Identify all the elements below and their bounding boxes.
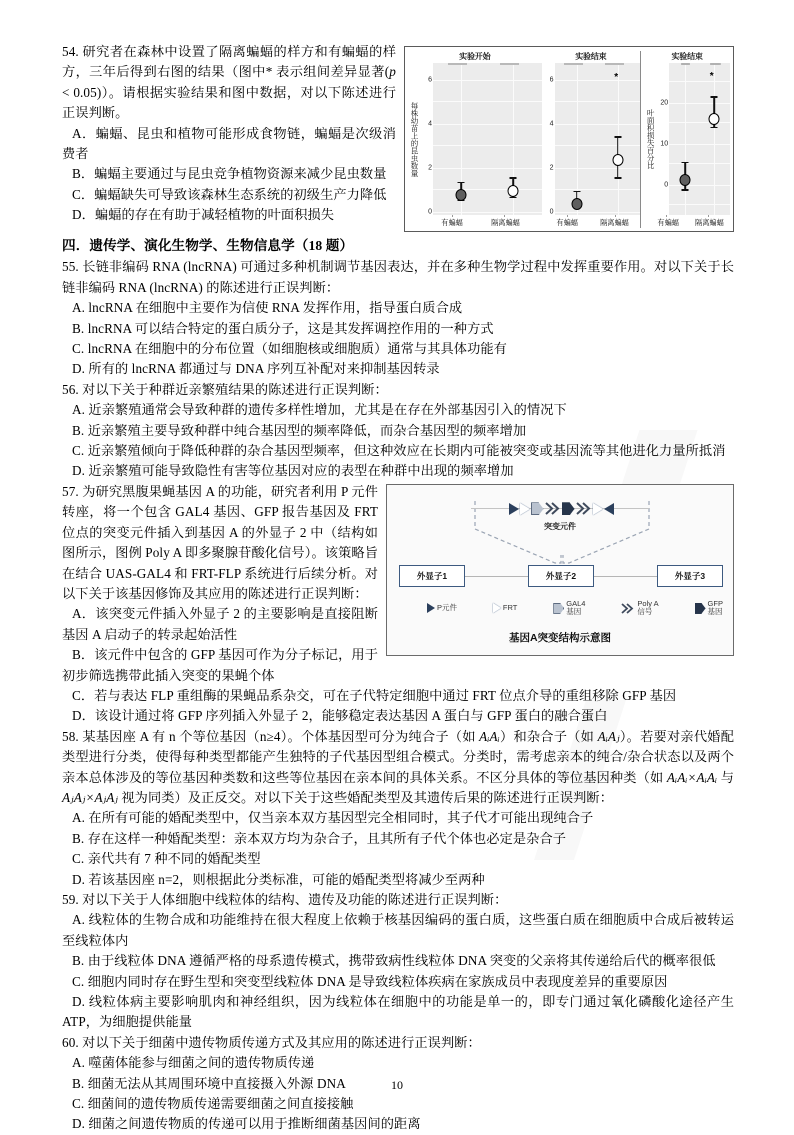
frt-site-icon [593,503,603,515]
chart-panel-2 [542,51,641,228]
panel-2-title: 实验结束 [575,52,607,61]
poly-a-signal-icon [576,502,592,515]
significance-star: * [709,70,714,82]
question-58-option-d: D. 若该基因座 n=2，则根据此分类标准，可能的婚配类型将减少至两种 [72,871,485,887]
q54-p-italic: p [389,64,396,80]
ytick: 4 [549,120,554,128]
legend-label: GAL4 [566,598,586,608]
ytick: 6 [549,76,554,84]
legend-sublabel: 基因 [707,607,723,617]
diagram-title: 基因A突变结构示意图 [508,631,612,644]
q58-genotype-2: AᵢAⱼ [597,728,620,744]
xtick-label: 有蝙蝠 [657,218,679,227]
mutation-element-label: 突变元件 [544,521,576,531]
mean-marker [679,174,690,186]
question-55-stem: 55. 长链非编码 RNA (lncRNA) 可通过多种机制调节基因表达，并在多种生物学过程中发挥重要作用。对以下关于长链非编码 RNA (lncRNA) 的陈述进行正误判断： [62,259,734,295]
legend-label-block [708,600,723,617]
q58-part-c: ）。若要对亲代婚配类型进行分类，使得每种类型都能产生独特的子代基因型组合模式。分类时，需考虑亲本的纯合/杂合状态以及两个亲本总体涉及的等位基因种类数和这些等位基因在亲本间的具体关系。不区分具体的等位基因种类（如 [62,728,734,785]
legend-item-p-element [427,603,457,613]
panel-2-yticks [542,63,555,215]
q54-paren-open: ( [384,64,390,80]
q58-part-b: ）和杂合子（如 [499,728,598,744]
question-54 [62,42,734,234]
gfp-gene-icon [562,502,575,515]
xtick-label: 隔离蝙蝠 [695,218,724,227]
q58-genotype-1: AᵢAᵢ [479,728,500,744]
poly-a-signal-icon [545,502,561,515]
question-54-option-a: A．蝙蝠、昆虫和植物可能形成食物链，蝙蝠是次级消费者 [62,125,396,162]
legend-item-frt [493,603,517,613]
q58-part-e: 视为同类）及正反交。对以下关于这些婚配类型及其遗传后果的陈述进行正误判断： [117,789,613,805]
question-55-option-b: B. lncRNA 可以结合特定的蛋白质分子，这是其发挥调控作用的一种方式 [72,320,494,336]
question-58-option-b: B. 存在这样一种婚配类型：亲本双方均为杂合子，且其所有子代个体也必定是杂合子 [72,830,567,846]
question-60-option-a: A. 噬菌体能参与细菌之间的遗传物质传递 [72,1055,315,1071]
question-55-option-d: D. 所有的 lncRNA 都通过与 DNA 序列互补配对来抑制基因转录 [72,361,440,377]
section-heading: 四．遗传学、演化生物学、生物信息学（18 题） [62,238,354,253]
p-element-icon [604,503,614,515]
question-57-option-a: A．该突变元件插入外显子 2 的主要影响是直接阻断基因 A 启动子的转录起始活性 [62,606,378,642]
question-59-option-a: A. 线粒体的生物合成和功能维持在很大程度上依赖于核基因编码的蛋白质，这些蛋白质在细胞质中合成后被转运至线粒体内 [62,912,734,948]
panel-1-ylabel: 每株幼苗上的昆虫数量 [410,101,419,177]
q58-part-d: 与 [717,769,734,785]
panel-3-xaxis [644,215,730,228]
panel-3-ylabel: 叶面积损失百分比 [646,109,656,169]
ytick: 0 [664,181,669,189]
xtick-label: 隔离蝙蝠 [600,218,629,227]
mean-marker [709,113,720,125]
legend-label: GFP [707,598,723,608]
legend-item-gal4 [553,600,585,617]
ytick: 0 [428,208,432,216]
panel-3-plot [669,63,730,215]
panel-1-title: 实验开始 [459,52,491,61]
gal4-gene-icon [531,502,544,515]
diagram-container [386,484,734,656]
gal4-gene-icon [553,603,564,614]
ytick: 10 [660,140,669,148]
panel-1-plot [433,63,542,215]
chart-container [404,46,734,232]
group-with-bats [437,63,485,215]
question-59 [62,890,734,1033]
question-54-option-c: C．蝙蝠缺失可导致该森林生态系统的初级生产力降低 [72,186,387,202]
panel-3-title: 实验结束 [671,52,703,61]
question-54-option-d: D．蝙蝠的存在有助于减轻植物的叶面积损失 [72,207,335,223]
legend-label: Poly A [637,598,659,608]
question-56-option-c: C. 近亲繁殖倾向于降低种群的杂合基因型频率，但这种效应在长期内可能被突变或基因流等其他进化力量所抵消 [72,443,726,459]
question-59-option-c: C. 细胞内同时存在野生型和突变型线粒体 DNA 是导致线粒体疾病在家族成员中表现度差异的重要原因 [72,973,668,989]
question-56-option-d: D. 近亲繁殖可能导致隐性有害等位基因对应的表型在种群中出现的频率增加 [72,463,514,479]
group-bats-excluded [701,63,728,215]
legend-label-block [637,600,658,617]
mean-marker [456,189,467,201]
question-55-option-c: C. lncRNA 在细胞中的分布位置（如细胞核或细胞质）通常与其具体功能有 [72,341,507,357]
p-element-icon [427,603,435,613]
legend-item-gfp [695,600,723,617]
xtick-label: 有蝙蝠 [441,218,463,227]
legend-sublabel: 信号 [637,607,653,617]
panel-2-plot [555,63,641,215]
group-with-bats [558,63,596,215]
page-content [62,42,734,1135]
group-with-bats [672,63,699,215]
question-56-option-b: B. 近亲繁殖主要导致种群中纯合基因型的频率降低，而杂合基因型的频率增加 [72,422,527,438]
question-59-option-d: D. 线粒体病主要影响肌肉和神经组织，因为线粒体在细胞中的功能是单一的，即专门通过氧化磷酸化途径产生 ATP，为细胞提供能量 [62,994,734,1030]
legend-label: FRT [502,603,518,613]
question-58-option-a: A. 在所有可能的婚配类型中，仅当亲本双方基因型完全相同时，其子代才可能出现纯合子 [72,810,594,826]
question-60-option-d: D. 细菌之间遗传物质的传递可以用于推断细菌基因间的距离 [72,1116,421,1132]
ytick: 2 [428,164,432,172]
p-element-icon [509,503,519,515]
question-57-option-d: D．该设计通过将 GFP 序列插入外显子 2，能够稳定表达基因 A 蛋白与 GFP 蛋白的融合蛋白 [72,708,608,724]
question-55 [62,257,734,379]
legend-label-block [566,600,585,617]
question-56 [62,380,734,482]
mean-marker [612,154,623,166]
gfp-gene-icon [695,603,706,614]
mutation-element-sequence [475,499,647,519]
question-60-stem: 60. 对以下关于细菌中遗传物质传递方式及其应用的陈述进行正误判断： [62,1034,481,1050]
q58-part-a: 58. 某基因座 A 有 n 个等位基因（n≥4）。个体基因型可分为纯合子（如 [62,728,480,744]
panel-3-yticks [656,63,669,215]
diagram-legend [427,600,723,617]
figure-gene-a-mutation [386,484,734,656]
panel-1-yticks [420,63,433,215]
question-56-stem: 56. 对以下关于种群近亲繁殖结果的陈述进行正误判断： [62,381,388,397]
question-59-stem: 59. 对以下关于人体细胞中线粒体的结构、遗传及功能的陈述进行正误判断： [62,892,508,907]
question-58-option-c: C. 亲代共有 7 种不同的婚配类型 [72,851,261,867]
question-56-option-a: A. 近亲繁殖通常会导致种群的遗传多样性增加，尤其是在存在外部基因引入的情况下 [72,402,567,418]
poly-a-signal-icon [621,603,635,614]
question-60-option-c: C. 细菌间的遗传物质传递需要细菌之间直接接触 [72,1096,354,1112]
question-59-option-b: B. 由于线粒体 DNA 遵循严格的母系遗传模式，携带致病性线粒体 DNA 突变的父亲将其传递给后代的概率很低 [72,953,716,969]
question-54-option-b: B．蝙蝠主要通过与昆虫竞争植物资源来减少昆虫数量 [72,166,387,182]
exon-1-box: 外显子1 [399,565,465,587]
question-57-option-b: B．该元件中包含的 GFP 基因可作为分子标记，用于初步筛选携带此插入突变的果蝇个体 [62,647,378,683]
significance-star: * [614,72,619,84]
chart-panel-1 [408,51,542,228]
ytick: 4 [428,120,432,128]
question-60-option-b: B. 细菌无法从其周围环境中直接摄入外源 DNA [72,1075,346,1091]
xtick-label: 隔离蝙蝠 [491,218,520,227]
question-57-option-c: C．若与表达 FLP 重组酶的果蝇品系杂交，可在子代特定细胞中通过 FRT 位点介导的重组移除 GFP 基因 [72,687,677,703]
frt-site-icon [493,603,501,613]
q58-genotype-3: AᵢAᵢ×AᵢAᵢ [666,769,718,785]
q58-genotype-4: AⱼAⱼ×AⱼAⱼ [62,789,118,805]
ytick: 2 [549,164,554,172]
q54-stem-text: 54. 研究者在森林中设置了隔离蝙蝠的样方和有蝙蝠的样方，三年后得到右图的结果（图中* 表示组间差异显著 [62,44,396,80]
group-bats-excluded [489,63,537,215]
exon-3-box: 外显子3 [657,565,723,587]
exon-2-box: 外显子2 [528,565,594,587]
question-55-option-a: A. lncRNA 在细胞中主要作为信使 RNA 发挥作用，指导蛋白质合成 [72,300,463,316]
legend-sublabel: 基因 [566,607,582,617]
question-58 [62,727,734,890]
legend-label: P元件 [437,603,458,613]
mean-marker [508,185,519,197]
question-57-stem: 57. 为研究黑腹果蝇基因 A 的功能，研究者利用 P 元件转座，将一个包含 GAL4 基因、GFP 报告基因及 FRT 位点的突变元件插入到基因 A 的外显子 2 中（结构如图所示，图例 Poly A 即多聚腺苷酸化信号）。该策略旨在结合 UAS-GAL4 和 FRT-FLP 系统进行后续分析。对以下关于该基因修饰及其应用的陈述进行正误判断： [62,483,378,601]
xtick-label: 有蝙蝠 [556,218,578,227]
panel-2-xaxis [542,215,641,228]
ytick: 6 [428,76,432,84]
question-58-stem [62,727,734,809]
panel-1-xaxis [408,215,542,228]
page-number: 10 [391,1078,403,1092]
ytick: 20 [660,99,669,107]
q54-stem-tail: < 0.05)）。请根据实验结果和图中数据，对以下陈述进行正误判断。 [62,84,396,121]
group-bats-excluded [599,63,637,215]
question-57 [62,482,734,727]
ytick: 0 [549,208,554,216]
frt-site-icon [520,503,530,515]
figure-bat-experiment [404,46,734,232]
chart-panel-3 [640,51,730,228]
legend-item-polya [621,600,658,617]
mean-marker [571,198,582,210]
